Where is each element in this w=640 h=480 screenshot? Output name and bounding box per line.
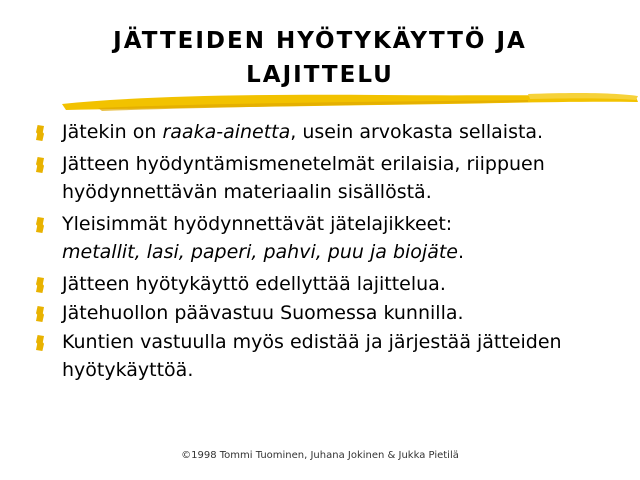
bullet-item	[36, 299, 616, 327]
bullet-text: Yleisimmät hyödynnettävät jätelajikkeet:	[62, 213, 453, 235]
bullet-item	[36, 210, 616, 266]
bullet-item	[36, 328, 616, 384]
bullet-text: Kuntien vastuulla myös edistää ja järjestää jätteiden hyötykäyttöä.	[62, 331, 562, 381]
bullet-text: Jätekin on	[62, 121, 163, 143]
bullet-emphasis: metallit, lasi, paperi, pahvi, puu ja biojäte	[62, 241, 458, 263]
bullet-text: Jätehuollon päävastuu Suomessa kunnilla.	[62, 302, 464, 324]
bullet-marker-icon	[36, 157, 44, 173]
bullet-item	[36, 150, 616, 206]
bullet-marker-icon	[36, 277, 44, 293]
copyright-footer: ©1998 Tommi Tuominen, Juhana Jokinen & Jukka Pietilä	[181, 450, 459, 461]
slide-title	[0, 24, 640, 92]
bullet-emphasis: raaka-ainetta	[162, 121, 291, 143]
bullet-marker-icon	[36, 125, 44, 141]
bullet-text: Jätteen hyödyntämismenetelmät erilaisia, riippuen hyödynnettävän materiaalin sisällöstä.	[62, 153, 545, 203]
bullet-marker-icon	[36, 306, 44, 322]
bullet-text-tail: .	[457, 241, 465, 263]
bullet-text-tail: , usein arvokasta sellaista.	[290, 121, 544, 143]
bullet-item	[36, 270, 616, 298]
bullet-marker-icon	[36, 335, 44, 351]
bullet-text: Jätteen hyötykäyttö edellyttää lajittelua.	[62, 273, 446, 295]
brush-stroke-underline	[58, 88, 640, 118]
bullet-item	[36, 118, 616, 146]
title-line-1: JÄTTEIDEN HYÖTYKÄYTTÖ JA	[113, 28, 527, 54]
bullet-list	[36, 118, 616, 388]
bullet-marker-icon	[36, 217, 44, 233]
title-line-2: LAJITTELU	[246, 62, 394, 88]
